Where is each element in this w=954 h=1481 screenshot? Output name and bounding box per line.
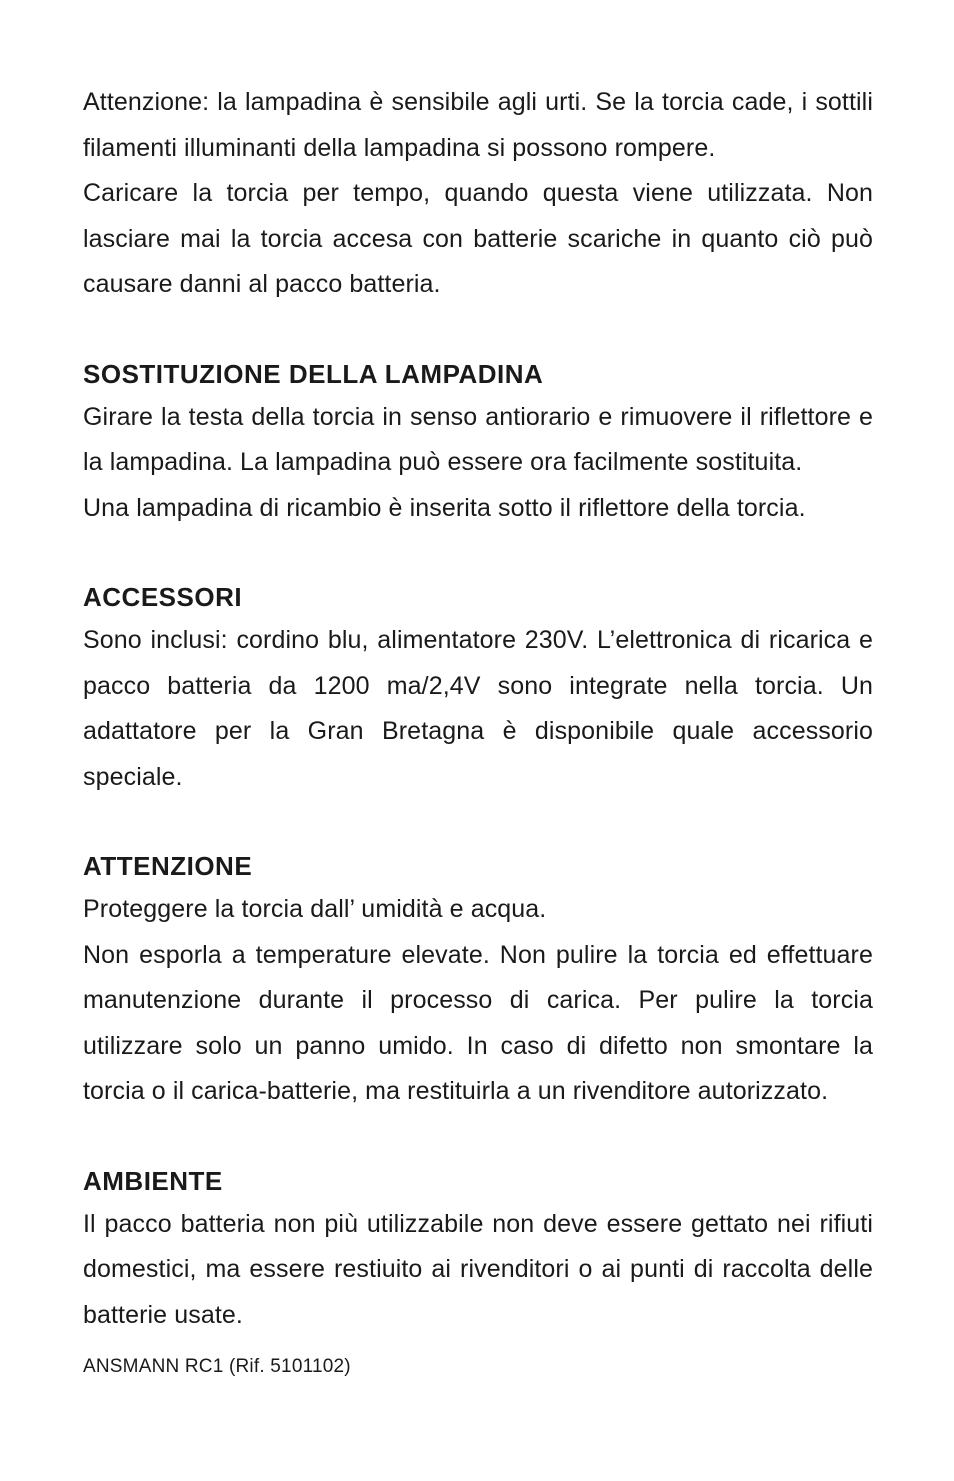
intro-block [83, 80, 873, 308]
footer-reference: ANSMANN RC1 (Rif. 5101102) [83, 1356, 351, 1377]
section-environment [83, 1161, 873, 1339]
section-heading: AMBIENTE [83, 1165, 223, 1196]
section-warning [83, 846, 873, 1115]
section-paragraph: Proteggere la torcia dall’ umidità e acqua. [83, 895, 547, 923]
section-heading: ATTENZIONE [83, 851, 253, 881]
section-heading: ACCESSORI [83, 582, 243, 612]
section-paragraph: Non esporla a temperature elevate. Non pulire la torcia ed effettuare manutenzione durante il processo di carica. Per pulire la torcia utilizzare solo un panno umido. In caso di difetto non smontare la torcia o il carica-batterie, ma restituirla a un rivenditore autorizzato. [83, 940, 873, 1105]
section-paragraph: Il pacco batteria non più utilizzabile non deve essere gettato nei rifiuti domestici, ma essere restiuito ai rivenditori o ai punti di raccolta delle batterie usate. [83, 1209, 873, 1329]
section-paragraph: Girare la testa della torcia in senso antiorario e rimuovere il riflettore e la lampadina. La lampadina può essere ora facilmente sostituita. [83, 402, 873, 476]
document-page [83, 80, 873, 1338]
intro-paragraph: Attenzione: la lampadina è sensibile agli urti. Se la torcia cade, i sottili filamenti illuminanti della lampadina si possono rompere. [83, 88, 873, 162]
section-accessories [83, 577, 873, 800]
section-heading: SOSTITUZIONE DELLA LAMPADINA [83, 358, 544, 389]
section-paragraph: Una lampadina di ricambio è inserita sotto il riflettore della torcia. [83, 493, 806, 522]
section-bulb-replacement [83, 354, 873, 532]
intro-paragraph: Caricare la torcia per tempo, quando questa viene utilizzata. Non lasciare mai la torcia accesa con batterie scariche in quanto ciò può causare danni al pacco batteria. [83, 179, 873, 298]
section-paragraph: Sono inclusi: cordino blu, alimentatore 230V. L’elettronica di ricarica e pacco batteria da 1200 ma/2,4V sono integrate nella torcia. Un adattatore per la Gran Bretagna è disponibile quale accessorio speciale. [83, 626, 873, 791]
